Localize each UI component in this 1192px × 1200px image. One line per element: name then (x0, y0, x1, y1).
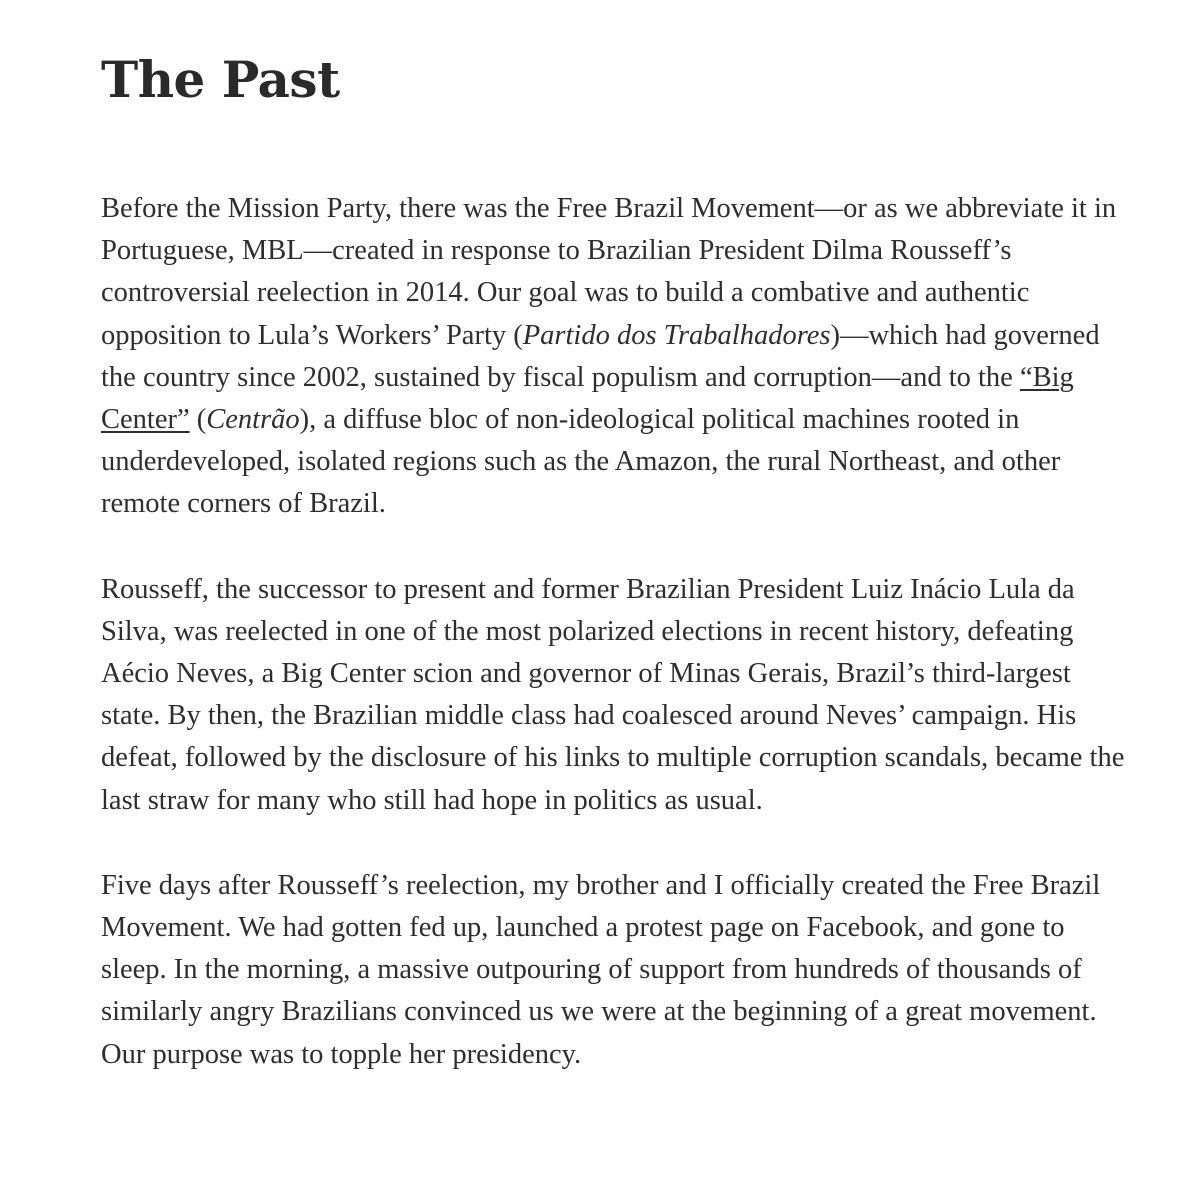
paragraph-1-text-a: Before the Mission Party, there was the Free Brazil Movement—or as we abbreviate it in Portuguese, MBL—created in response to Brazilian President Dilma Rousseff’s controversial reelection in 2014. Our goal was to build a combative and authentic opposition to Lula’s Workers’ Party ( (101, 193, 1117, 351)
paragraph-3: Five days after Rousseff’s reelection, my brother and I officially created the Free Brazil Movement. We had gotten fed up, launched a protest page on Facebook, and gone to sleep. In the morning, a massive outpouring of support from hundreds of thousands of similarly angry Brazilians convinced us we were at the beginning of a great movement. Our purpose was to topple her presidency. (101, 869, 1101, 1070)
big-center-link[interactable]: “Big Center” (101, 361, 1074, 436)
italic-centrao: Centrão (206, 404, 300, 436)
article (101, 44, 1131, 1076)
paragraph-1 (101, 188, 1131, 526)
section-heading: The Past (101, 50, 340, 109)
paragraph-1-text-d: ), a diffuse bloc of non-ideological political machines rooted in underdeveloped, isolated regions such as the Amazon, the rural Northeast, and other remote corners of Brazil. (101, 404, 1061, 520)
paragraph-1-text-b: )—which had governed the country since 2002, sustained by fiscal populism and corruption—and to the (101, 319, 1100, 393)
italic-partido: Partido dos Trabalhadores (522, 319, 831, 351)
paragraph-1-text-c: ( (189, 404, 207, 436)
paragraph-2: Rousseff, the successor to present and former Brazilian President Luiz Inácio Lula da Silva, was reelected in one of the most polarized elections in recent history, defeating Aécio Neves, a Big Center scion and governor of Minas Gerais, Brazil’s third-largest state. By then, the Brazilian middle class had coalesced around Neves’ campaign. His defeat, followed by the disclosure of his links to multiple corruption scandals, became the last straw for many who still had hope in politics as usual. (101, 573, 1125, 816)
